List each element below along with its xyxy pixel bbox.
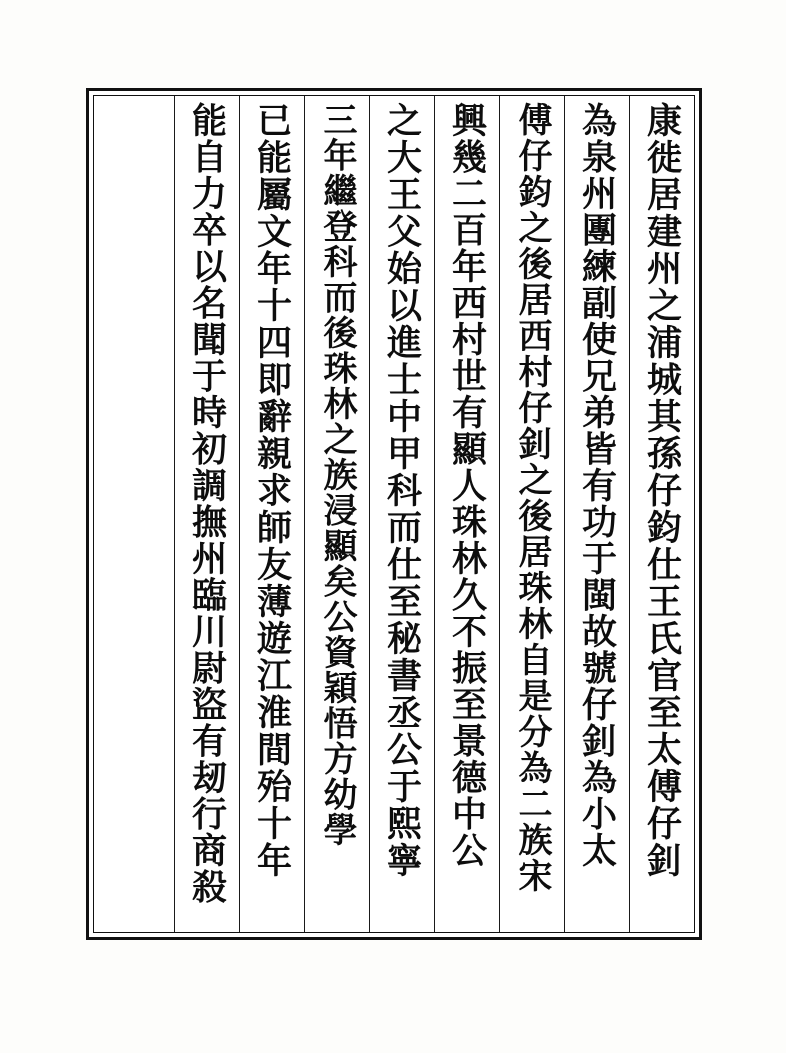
text-column (629, 96, 694, 932)
column-text: 康徙居建州之浦城其孫仔鈞仕王氏官至太傅仔釗 (641, 102, 683, 879)
text-column (304, 96, 369, 932)
text-column (369, 96, 434, 932)
column-text: 之大王父始以進士中甲科而仕至秘書丞公于熙寧 (381, 102, 423, 879)
text-columns (93, 95, 695, 933)
column-text: 已能屬文年十四即辭親求師友薄遊江淮間殆十年 (251, 102, 293, 879)
column-text: 為泉州團練副使兄弟皆有功于閩故號仔釗為小太 (576, 102, 618, 869)
text-column (239, 96, 304, 932)
column-text: 興幾二百年西村世有顯人珠林久不振至景德中公 (446, 102, 488, 869)
column-text: 傅仔鈞之後居西村仔釗之後居珠林自是分為二族宋 (512, 102, 553, 894)
text-column-blank (109, 96, 174, 932)
text-column (499, 96, 564, 932)
text-column (564, 96, 629, 932)
column-text: 能自力卒以名聞于時初調撫州臨川尉盜有刼行商殺 (186, 102, 228, 905)
column-text: 三年繼登科而後珠林之族浸顯矣公資穎悟方幼學 (317, 102, 358, 848)
text-column (434, 96, 499, 932)
text-column (174, 96, 239, 932)
text-frame (86, 88, 702, 940)
